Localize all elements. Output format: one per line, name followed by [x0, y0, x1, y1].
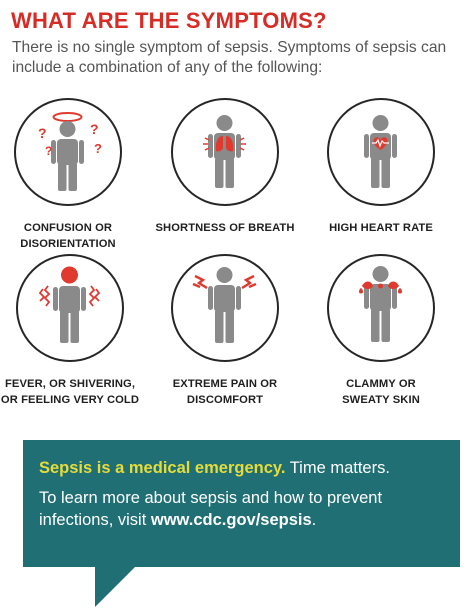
- emergency-callout: [23, 440, 460, 567]
- page-title: WHAT ARE THE SYMPTOMS?: [11, 8, 327, 33]
- intro-text: There is no single symptom of sepsis. Symptoms of sepsis can include a combination of any of the following:: [12, 39, 447, 76]
- emergency-rest: Time matters.: [285, 459, 390, 477]
- heart-icon: [329, 100, 432, 203]
- symptom-confusion: [0, 98, 143, 252]
- svg-text:?: ?: [94, 141, 102, 156]
- emergency-line: [39, 457, 444, 479]
- confusion-icon: [16, 100, 119, 203]
- svg-text:?: ?: [38, 125, 47, 141]
- symptom-shortness-of-breath: [150, 98, 300, 236]
- symptom-extreme-pain: [150, 254, 300, 408]
- symptom-label: SHORTNESS OF BREATH: [155, 222, 295, 234]
- symptom-label: CLAMMY OR SWEATY SKIN: [342, 378, 420, 406]
- symptom-label: CONFUSION OR DISORIENTATION: [20, 222, 116, 250]
- fever-icon: [18, 256, 121, 359]
- symptom-circle: [14, 98, 122, 206]
- symptom-circle: [327, 254, 435, 362]
- callout-tail: [95, 565, 137, 607]
- symptom-label: FEVER, OR SHIVERING, OR FEELING VERY COLD: [0, 378, 140, 406]
- symptom-circle: [327, 98, 435, 206]
- symptom-label: HIGH HEART RATE: [329, 222, 433, 234]
- svg-text:?: ?: [45, 144, 53, 158]
- sweat-icon: [329, 256, 432, 359]
- symptom-circle: [171, 254, 279, 362]
- cdc-link[interactable]: www.cdc.gov/sepsis: [150, 511, 312, 529]
- symptom-label: EXTREME PAIN OR DISCOMFORT: [172, 378, 278, 406]
- symptom-circle: [16, 254, 124, 362]
- symptom-high-heart-rate: [306, 98, 456, 236]
- emergency-emphasis: Sepsis is a medical emergency.: [39, 459, 286, 477]
- symptom-fever: [0, 254, 145, 408]
- pain-icon: [173, 256, 276, 359]
- lungs-icon: [173, 100, 276, 203]
- symptom-clammy-skin: [306, 254, 456, 408]
- symptom-circle: [171, 98, 279, 206]
- learn-more-text: To learn more about sepsis and how to prevent infections, visit www.cdc.gov/sepsis.: [39, 489, 383, 529]
- svg-text:?: ?: [90, 121, 99, 137]
